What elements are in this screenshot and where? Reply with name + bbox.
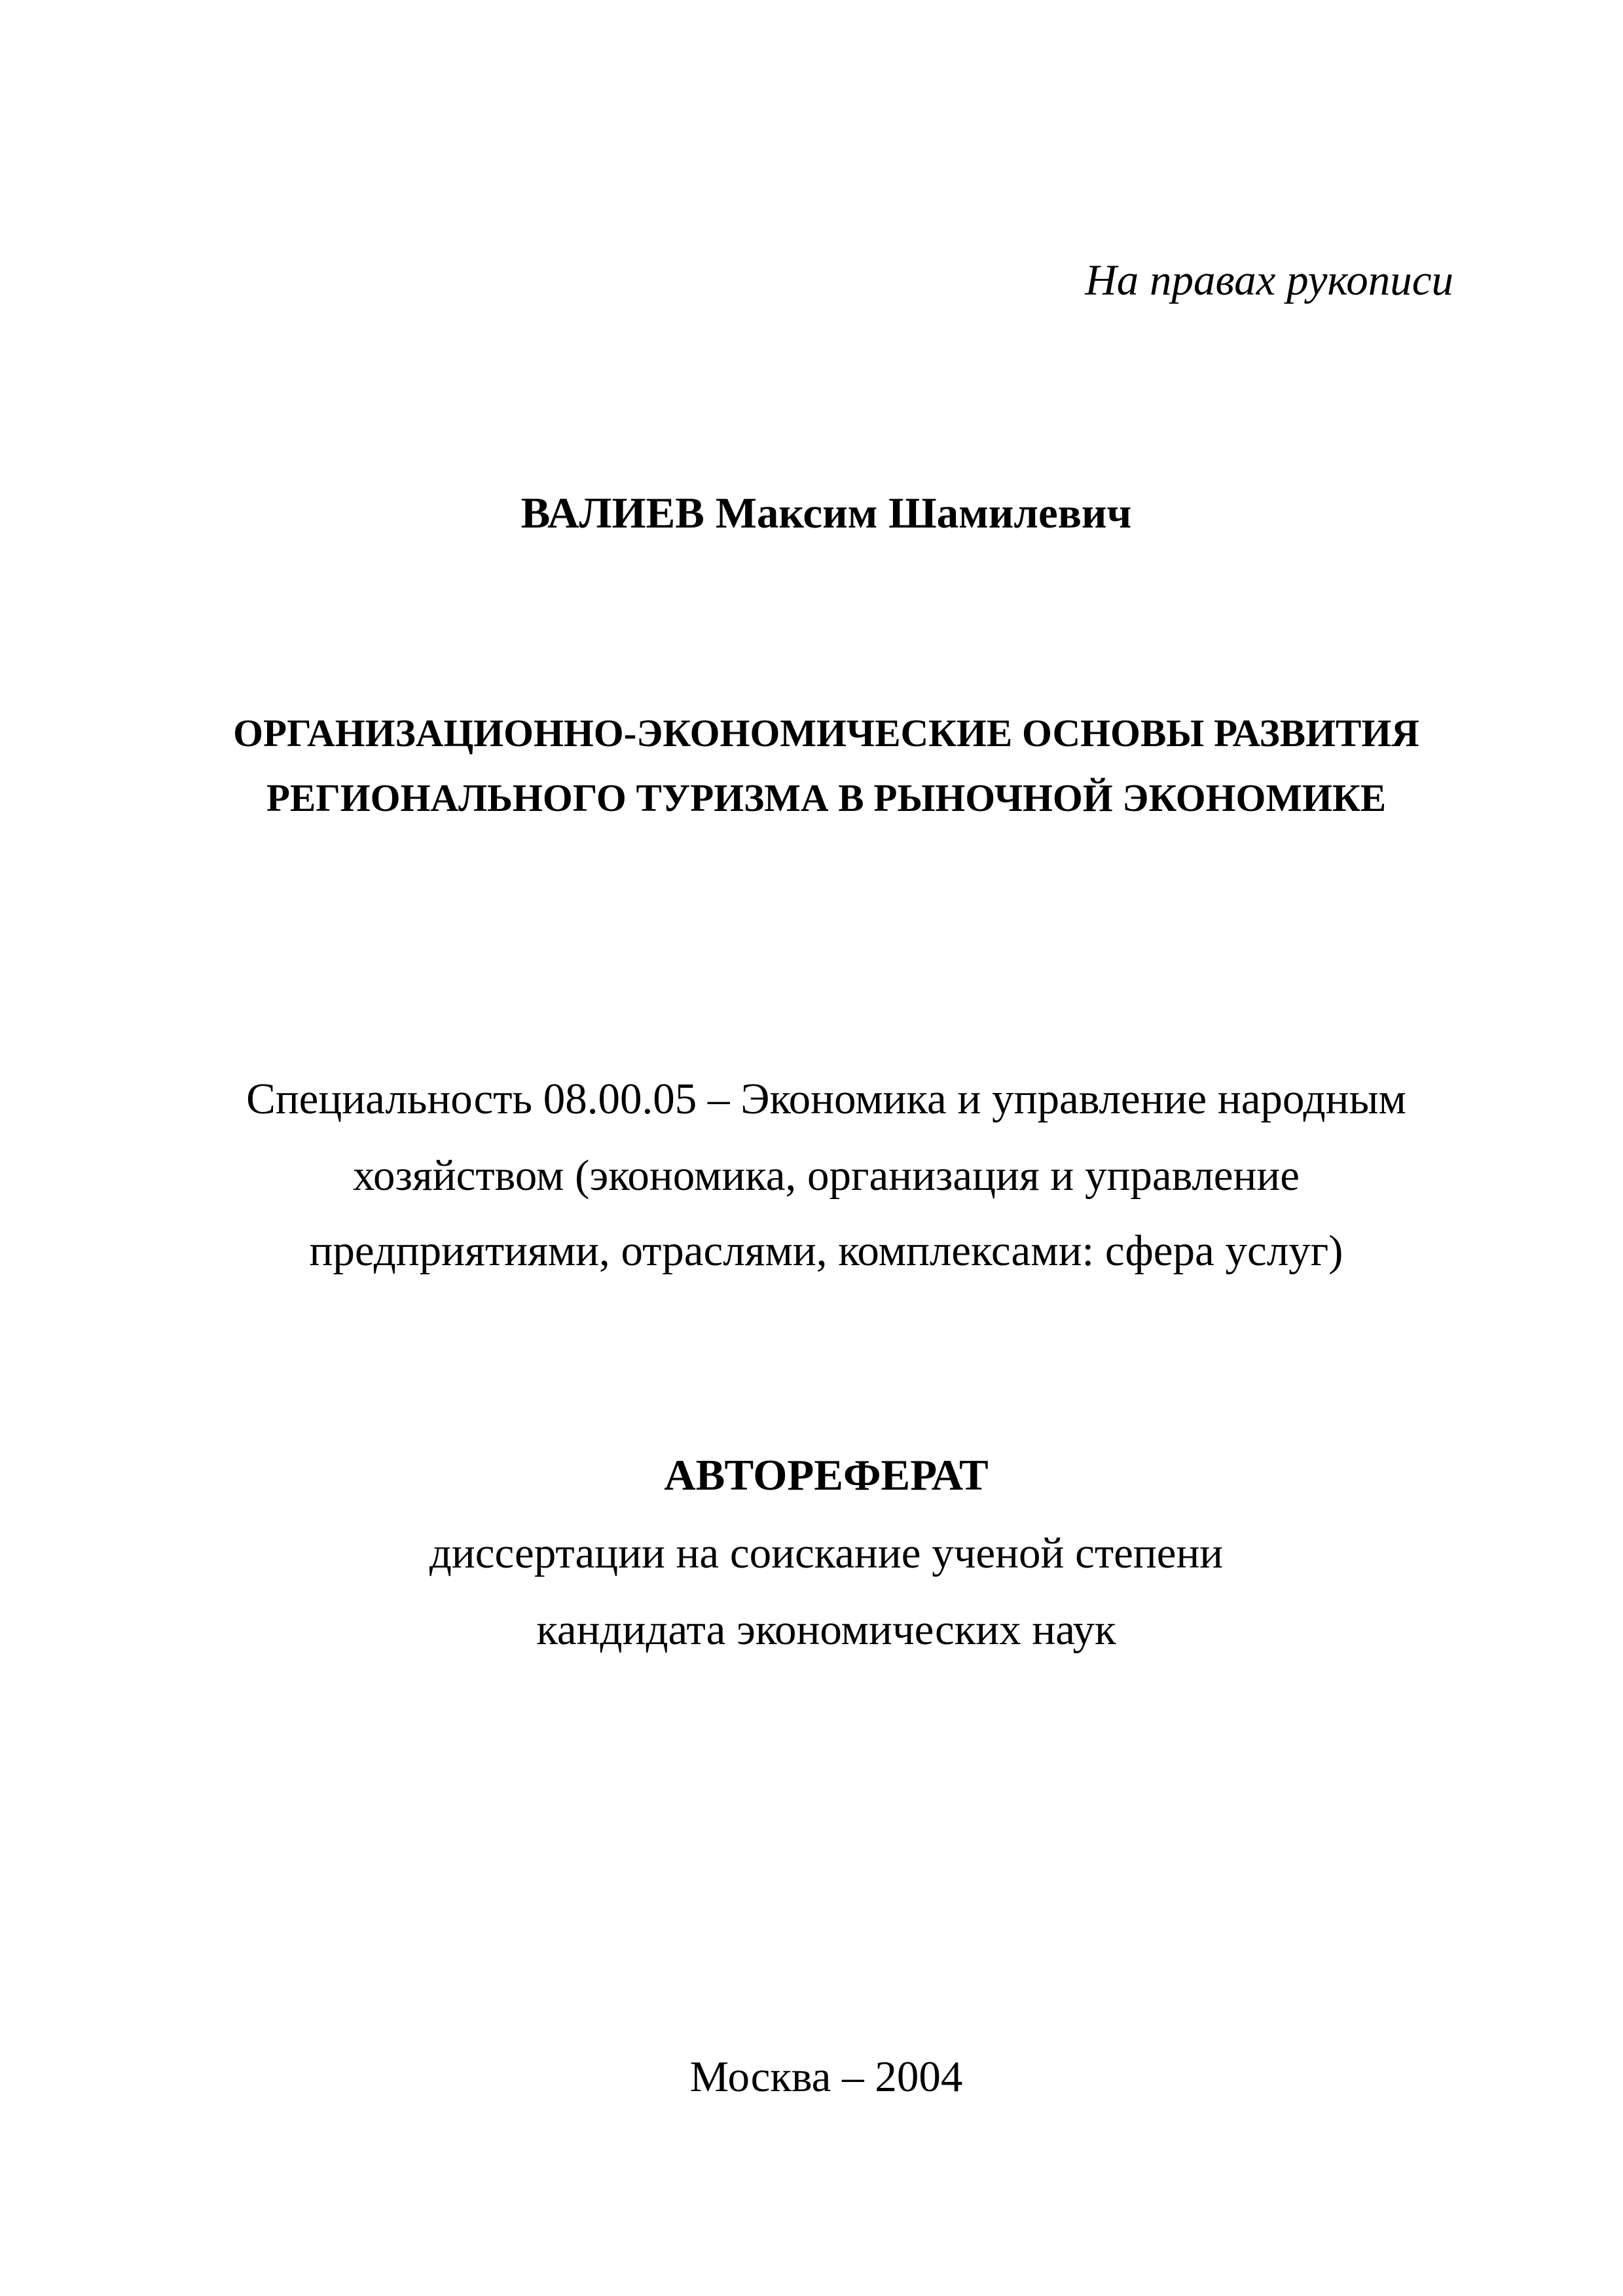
specialty-line-3: предприятиями, отраслями, комплексами: сфера услуг) bbox=[309, 1227, 1343, 1275]
title-line-1: ОРГАНИЗАЦИОННО-ЭКОНОМИЧЕСКИЕ ОСНОВЫ РАЗВИТИЯ bbox=[233, 711, 1419, 755]
document-description-line-1: диссертации на соискание ученой степени bbox=[429, 1529, 1224, 1577]
specialty-line-2: хозяйством (экономика, организация и управление bbox=[353, 1151, 1300, 1200]
author-name: ВАЛИЕВ Максим Шамилевич bbox=[520, 489, 1132, 537]
place-and-year: Москва – 2004 bbox=[689, 2053, 963, 2101]
document-description-line-2: кандидата экономических наук bbox=[536, 1605, 1116, 1654]
specialty-line-1: Специальность 08.00.05 – Экономика и управление народным bbox=[246, 1075, 1406, 1123]
document-type: АВТОРЕФЕРАТ bbox=[664, 1451, 989, 1499]
title-line-2: РЕГИОНАЛЬНОГО ТУРИЗМА В РЫНОЧНОЙ ЭКОНОМИКЕ bbox=[266, 776, 1387, 819]
manuscript-rights-note: На правах рукописи bbox=[1085, 256, 1453, 304]
